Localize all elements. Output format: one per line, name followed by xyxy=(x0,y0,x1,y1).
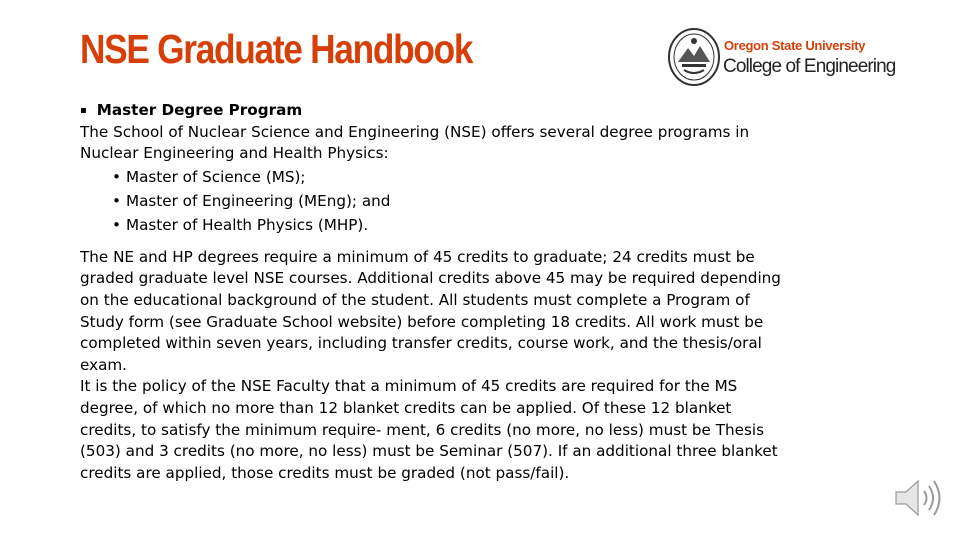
requirements-line: completed within seven years, including transfer credits, course work, and the thesis/oral xyxy=(80,334,762,353)
logo-college-name: College of Engineering xyxy=(723,56,896,77)
heading-text: Master Degree Program xyxy=(96,101,303,119)
policy-line: (503) and 3 credits (no more, no less) must be Seminar (507). If an additional three blanket xyxy=(80,442,778,461)
degree-text: Master of Health Physics (MHP). xyxy=(125,215,369,234)
logo-university-name: Oregon State University xyxy=(724,38,866,53)
degree-text: Master of Engineering (MEng); and xyxy=(125,191,391,210)
policy-line: It is the policy of the NSE Faculty that a minimum of 45 credits are required for the MS xyxy=(80,377,738,396)
slide-title: NSE Graduate Handbook xyxy=(80,26,473,72)
intro-line: Nuclear Engineering and Health Physics: xyxy=(80,144,389,163)
osu-logo xyxy=(666,24,896,92)
requirements-line: exam. xyxy=(80,355,127,374)
dot-bullet-icon: • xyxy=(112,215,121,234)
requirements-line: graded graduate level NSE courses. Additional credits above 45 may be required depending xyxy=(80,269,781,288)
square-bullet-icon: ▪ xyxy=(80,105,87,116)
requirements-line: on the educational background of the student. All students must complete a Program of xyxy=(80,290,750,309)
degree-list-item xyxy=(80,165,930,189)
section-heading xyxy=(80,100,930,122)
policy-line: degree, of which no more than 12 blanket credits can be applied. Of these 12 blanket xyxy=(80,398,732,417)
degree-list-item xyxy=(80,189,930,213)
policy-line: credits, to satisfy the minimum require- ment, 6 credits (no more, no less) must be Thesis xyxy=(80,420,765,439)
intro-line: The School of Nuclear Science and Engineering (NSE) offers several degree programs in xyxy=(80,122,750,141)
osu-seal-icon xyxy=(666,26,722,88)
requirements-line: The NE and HP degrees require a minimum of 45 credits to graduate; 24 credits must be xyxy=(80,247,755,266)
degree-text: Master of Science (MS); xyxy=(125,167,306,186)
speaker-icon[interactable] xyxy=(892,476,944,520)
dot-bullet-icon: • xyxy=(112,191,121,210)
degree-list-item xyxy=(80,213,930,237)
slide-body xyxy=(80,100,930,484)
policy-line: credits are applied, those credits must be graded (not pass/fail). xyxy=(80,463,570,482)
requirements-line: Study form (see Graduate School website) before completing 18 credits. All work must be xyxy=(80,312,764,331)
dot-bullet-icon: • xyxy=(112,167,121,186)
